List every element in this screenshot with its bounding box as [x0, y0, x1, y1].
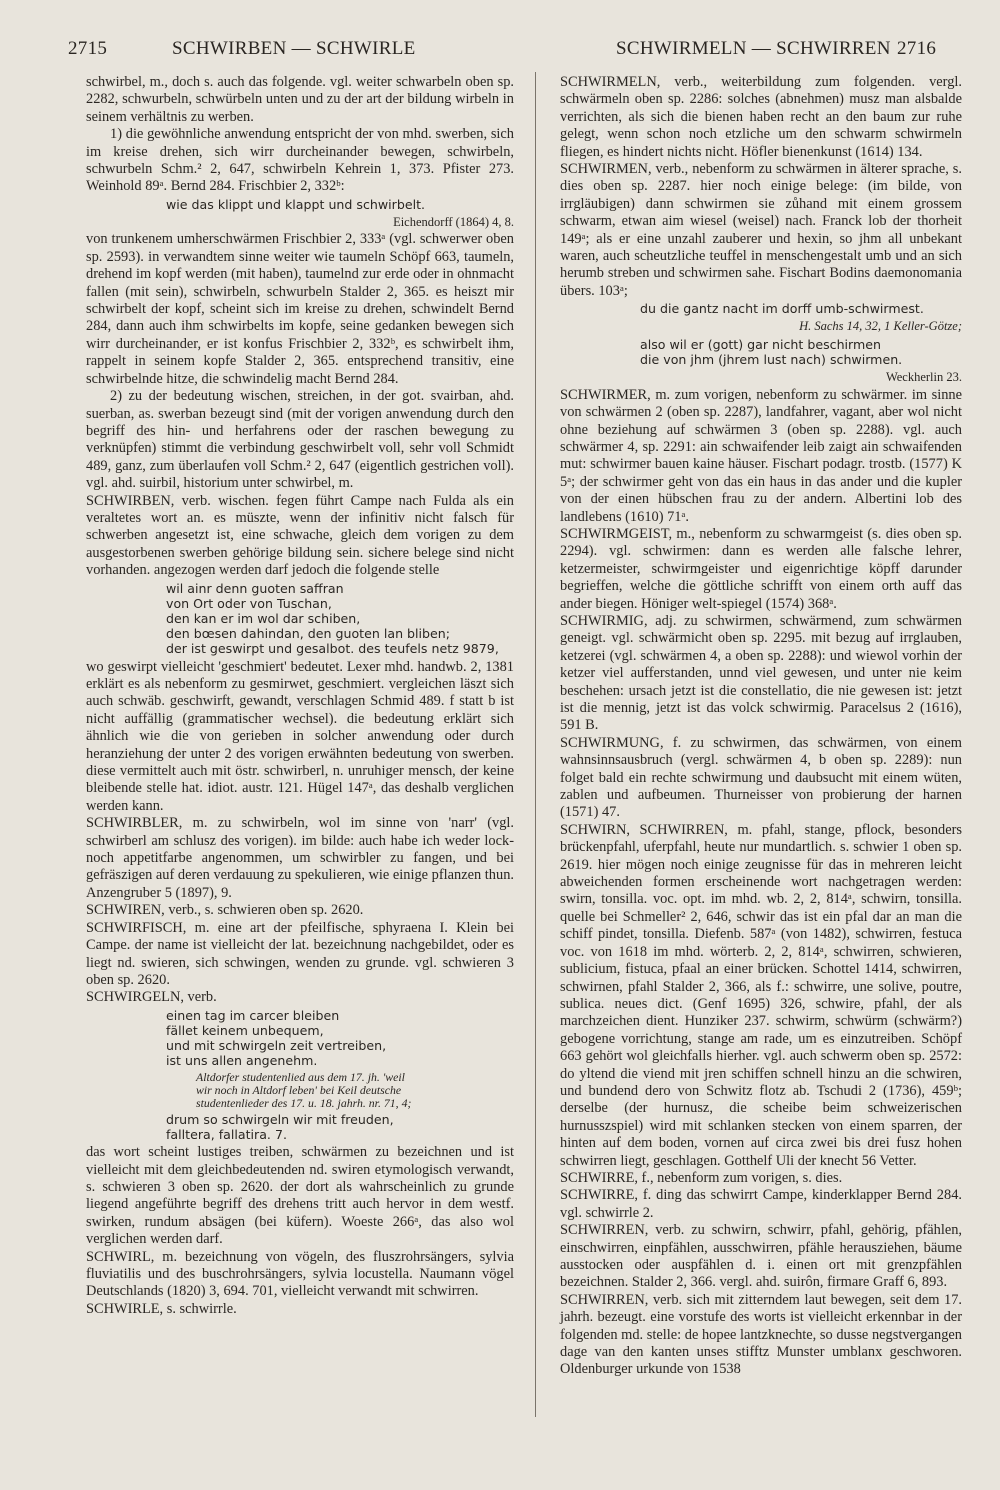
dictionary-entry-paragraph: SCHWIRRE, f., nebenform zum vorigen, s. dies. [560, 1169, 843, 1186]
dictionary-entry-paragraph: SCHWIRMUNG, f. zu schwirmen, das schwärmen, von einem wahnsinnsausbruch (vergl. schwärmen 4, b oben sp. 2289): nun folget bald ein rechte schwirmung und daubsucht mit einem wüten, zablen und aufbeumen. Thurneisser von probierung der harnen (1571) 47. [560, 734, 962, 821]
verse-line: falltera, fallatira. 7. [166, 1126, 287, 1142]
dictionary-entry-paragraph: SCHWIREN, verb., s. schwieren oben sp. 2620. [86, 902, 364, 919]
verse-line: den kan er im wol dar schiben, [166, 610, 361, 626]
dictionary-entry-paragraph: SCHWIRMELN, verb., weiterbildung zum folgenden. vergl. schwärmeln oben sp. 2286: solches (abnehmen) musz man alsbalde verrichten, als sich die bienen haben recht an den baum zur ruhe gelegt, wenn schon noch etzliche um den schwarm schwirmeln fliegen, es hindert nichts nicht. Höfler bienenkunst (1614) 134. [560, 74, 962, 160]
verse-line: die von jhm (jhrem lust nach) schwirmen. [640, 352, 903, 368]
verse-line: fället keinem unbequem, [166, 1022, 324, 1038]
verse-line: also wil er (gott) gar nicht beschirmen [640, 336, 882, 352]
dictionary-entry-paragraph: SCHWIRREN, verb. zu schwirn, schwirr, pfahl, gehörig, pfählen, einschwirren, einpfählen, ausschwirren, pfähle herausziehen, bäume ausstocken oder auspfählen d. i. einen ort mit grenzpfählen bezeichnen. Stalder 2, 366. vergl. ahd. suirôn, firmare Graff 6, 893. [560, 1222, 962, 1291]
verse-line: von Ort oder von Tuschan, [166, 595, 332, 611]
dictionary-entry-paragraph: SCHWIRMEN, verb., nebenform zu schwärmen in älterer sprache, s. dies oben sp. 2287. hier noch einige belege: (im bilde, von irrgläubigen) dann schwirmen sie zůhand mit einem grossem schwarm, etwan aim wiesel (weisel) nach. Franck lob der thorheit 149ᵃ; als er eine unzahl zauberer und hexin, so jhm all unbekant waren, auch scheutzliche teuffel in menschengestalt umb und an sich herumb streben und schwirmen sahe. Fischart Bodins daemonomania übers. 103ᵃ; [560, 161, 962, 299]
dictionary-entry-paragraph: SCHWIRGELN, verb. [86, 989, 217, 1006]
dictionary-entry-paragraph: SCHWIRBEN, verb. wischen. fegen führt Campe nach Fulda als ein veraltetes wort an. es müszte, wenn der infinitiv nicht falsch für schwerben angesetzt ist, eine schwache, gleich dem vorigen zu dem ausgestorbenen swerben gehörige bildung sein. sichere belege sind nicht vorhanden. angezogen werden darf jedoch die folgende stelle [86, 492, 514, 579]
verse-quotation [86, 581, 514, 657]
note-line: wir noch in Altdorf leben' bei Keil deutsche [196, 1082, 402, 1097]
left-column [86, 74, 514, 1318]
dictionary-entry-paragraph: SCHWIRFISCH, m. eine art der pfeilfische, sphyraena I. Klein bei Campe. der name ist vielleicht der lat. bezeichnung nachgebildet, oder es liegt nd. swieren, sich schwingen, wenden zu grunde. vgl. schwieren 3 oben sp. 2620. [86, 919, 514, 988]
dictionary-entry-paragraph: wo geswirpt vielleicht 'geschmiert' bedeutet. Lexer mhd. handwb. 2, 1381 erklärt es als nebenform zu gesmirwet, geschmiert. vergleichen läszt sich auch schwäb. geschwirft, gewandt, verschlagen Schmid 489. f statt b ist nicht auffällig (grammatischer wechsel). die bedeutung erklärt sich ähnlich wie die von gerieben in solcher anwendung oder durch heranziehung der unter 2 des vorigen erwähnten bedeutung von swerben. diese vermittelt auch mit östr. schwirberl, n. unruhiger mensch, der keine bleibende stelle hat. idiot. austr. 121. Hügel 147ᵃ, das deshalb verglichen werden kann. [86, 658, 514, 814]
dictionary-entry-paragraph: SCHWIRLE, s. schwirrle. [86, 1300, 237, 1317]
quotation-source: Weckherlin 23. [885, 370, 962, 385]
note-line: Altdorfer studentenlied aus dem 17. jh. 'weil [196, 1069, 405, 1084]
verse-line: du die gantz nacht im dorff umb-schwirmest. [640, 301, 924, 317]
verse-line: wil ainr denn guoten saffran [166, 580, 344, 596]
dictionary-entry-paragraph: SCHWIRMIG, adj. zu schwirmen, schwärmend, zum schwärmen geneigt. vgl. schwärmicht oben sp. 2295. mit bezug auf irrglauben, ketzerei (vgl. schwärmen 4, a oben sp. 2288): und wiewol vorhin der ketzer viel aufferstanden, unnd viel gewesen, und unter nie keim beschehen: ursach jetzt ist die constellatio, die nie gewesen ist: jetzt ist die mennig, jetzt ist das volck schwirmig. Paracelsus 2 (1616), 591 B. [560, 612, 962, 734]
verse-line: und mit schwirgeln zeit vertreiben, [166, 1038, 387, 1054]
verse-quotation [86, 197, 514, 212]
verse-quotation [560, 301, 962, 316]
dictionary-entry-paragraph: 1) die gewöhnliche anwendung entspricht der von mhd. swerben, sich im kreise drehen, sich wirr durcheinander bewegen, schwirbeln, schwurbeln Schm.² 2, 647, schwirbeln Kehrein 1, 373. Pfister 273. Weinhold 89ᵃ. Bernd 284. Frischbier 2, 332ᵇ: [86, 126, 514, 195]
verse-quotation [86, 1008, 514, 1069]
dictionary-entry-paragraph: SCHWIRREN, verb. sich mit zitterndem laut bewegen, seit dem 17. jahrh. bezeugt. eine vorstufe des worts ist vielleicht erkennbar in der folgenden md. stelle: de hopee lantzknechte, so dusse negstvergangen dage van den kanten unses stifftz Munster umblanx geschworen. Oldenburger urkunde von 1538 [560, 1291, 962, 1378]
verse-line: der ist geswirpt und gesalbot. des teufels netz 9879, [166, 641, 499, 657]
right-column [560, 74, 962, 1379]
right-running-head: SCHWIRMELN — SCHWIRREN [616, 38, 891, 59]
left-column-number: 2715 [68, 38, 108, 59]
column-divider [535, 72, 536, 1417]
dictionary-entry-paragraph: schwirbel, m., doch s. auch das folgende. vgl. weiter schwarbeln oben sp. 2282, schwurbeln, schwürbeln unten und zu der art der bildung wirbeln in seinem verhältnis zu werben. [86, 74, 514, 125]
dictionary-entry-paragraph: SCHWIRBLER, m. zu schwirbeln, wol im sinne von 'narr' (vgl. schwirberl am schlusz des vorigen). im bilde: auch habe ich weder lock- noch appetitfarbe angenommen, um schwirbler zu fangen, und bei gefräszigen auf deren verdauung zu spekulieren, wie einige pflanzen thun. Anzengruber 5 (1897), 9. [86, 815, 514, 901]
dictionary-entry-paragraph: SCHWIRN, SCHWIRREN, m. pfahl, stange, pflock, besonders brückenpfahl, uferpfahl, heute nur mundartlich. s. schwier 1 oben sp. 2619. hier mögen noch einige zeugnisse für das in mehreren leicht abweichenden formen erscheinende wort nachgetragen werden: swirn, tonsilla. voc. opt. im mhd. wb. 2, 2, 814ᵃ, schwirn, tonsilla. quelle bei Schmeller² 2, 646, schwir das ist ein pfal dar an man die schiff pindet, tonsilla. Diefenb. 587ᵃ (von 1482), schwirren, festuca voc. von 1618 im mhd. wörterb. 2, 2, 814ᵃ, schwirren, schwieren, sublicium, fistuca, pfaal an einer brücken. Schottel 1414, schwirren, schwirnen, pfahl Stalder 2, 366, als f.: schwirre, une solive, poutre, sublica. neues dict. (Genf 1695) 326, schwire, pfahl, der als marchzeichen dient. Hunziker 237. schwirm, schwürm (schwärm?) gebogene vorrichtung, stange am rade, um es einzutreiben. Schöpf 663 gehört wol gleichfalls hierher. vgl. auch schwerm oben sp. 2572: do yltend die viend mit jren schiffen schnell hinzu an die schwiren, und bundend dero von Schwitz flotz ab. Tschudi 2 (1736), 459ᵇ; derselbe (der hurnusz, die scheibe beim schweizerischen hurnusszspiel) wird mit schlanken stecken von einem sparren, der hinten auf dem boden, vornen auf circa zwei bis drei fusz hohen schwirren liegt, geschlagen. Gotthelf Uli der knecht 56 Vetter. [560, 821, 962, 1169]
verse-line: drum so schwirgeln wir mit freuden, [166, 1111, 394, 1127]
left-running-head: SCHWIRBEN — SCHWIRLE [172, 38, 416, 59]
verse-line: ist uns allen angenehm. [166, 1053, 318, 1069]
dictionary-entry-paragraph: das wort scheint lustiges treiben, schwärmen zu bezeichnen und ist vielleicht mit dem gleichbedeutenden nd. swiren etymologisch verwandt, s. schwieren 3 oben sp. 2620. der dort als wahrscheinlich zu grunde liegend angeführte begriff des drehens tritt auch hervor in dem westf. swirken, rundum absägen (bei küfern). Woeste 266ᵃ, das also wol verglichen werden darf. [86, 1144, 514, 1248]
dictionary-entry-paragraph: SCHWIRMGEIST, m., nebenform zu schwarmgeist (s. dies oben sp. 2294). vgl. schwirmen: dann es werden alle falsche lehrer, ketzermeister, schwirmgeister und eigenrichtige köpff darunder begrieffen, welche die göttliche schrifft von einem orth auff das ander biegen. Höniger welt-spiegel (1574) 368ᵃ. [560, 525, 962, 612]
dictionary-entry-paragraph: SCHWIRMER, m. zum vorigen, nebenform zu schwärmer. im sinne von schwärmen 2 (oben sp. 2287), landfahrer, vagant, aber wol nicht ohne beziehung auf schwärmen 3 (oben sp. 2288). vgl. auch schwärmer 4, sp. 2291: ain schwaifender leib zaigt ain schwaifenden mut: schwirmer bauen kaine häuser. Fischart podagr. trostb. (1577) K 5ᵃ; der schwirmer geht von das ein haus in das ander und die kupler von der einen hübschen frau zu der andern. Albertini lob des landlebens (1610) 71ᵃ. [560, 386, 962, 525]
verse-quotation [86, 1112, 514, 1142]
dictionary-entry-paragraph: SCHWIRL, m. bezeichnung von vögeln, des fluszrohrsängers, sylvia fluviatilis und des buschrohrsängers, sylvia locustella. Naumann vögel Deutschlands (1820) 3, 694. 701, vielleicht verwandt mit schwirren. [86, 1248, 514, 1300]
dictionary-entry-paragraph: 2) zu der bedeutung wischen, streichen, in der got. svairban, ahd. suerban, as. swerban bezeugt sind (mit der vorigen anwendung durch den begriff des hin- und herfahrens oder der raschen bewegung zu verknüpfen) stimmt die verbindung geschwirbelt voll, sehr voll Schmidt 489, ganz, zum überlaufen voll Schm.² 2, 647 (eigentlich gestrichen voll). vgl. ahd. suirbil, historium unter schwirbel, m. [86, 388, 514, 492]
dictionary-entry-paragraph: SCHWIRRE, f. ding das schwirrt Campe, kinderklapper Bernd 284. vgl. schwirrle 2. [560, 1187, 962, 1221]
quotation-source: Eichendorff (1864) 4, 8. [393, 215, 514, 230]
quotation-source: H. Sachs 14, 32, 1 Keller-Götze; [799, 319, 962, 334]
verse-line: einen tag im carcer bleiben [166, 1007, 340, 1023]
dictionary-entry-paragraph: von trunkenem umherschwärmen Frischbier 2, 333ᵃ (vgl. schwerwer oben sp. 2593). in verwandtem sinne weiter wie taumeln Schöpf 663, taumeln, drehend im kopf werden (mit haben), taumelnd zur erde oder in ohnmacht fallen (mit sein), schwirbeln, schwurbeln Stalder 2, 365. es heiszt mir schwirbelt der kopf, scheint sich im kreise zu drehen, schwindelt Bernd 284, dann auch ihm schwirbelts im kopfe, seine gedanken bewegen sich wirr durcheinander, er ist konfus Frischbier 2, 332ᵇ, es schwirbelt ihm, rappelt in seinem kopfe Stalder 2, 365. entsprechend transitiv, eine schwirbelnde hitze, die schwindelig macht Bernd 284. [86, 231, 514, 387]
verse-quotation [560, 337, 962, 367]
verse-line: den bœsen dahindan, den guoten lan bliben; [166, 626, 451, 642]
verse-line: wie das klippt und klappt und schwirbelt. [166, 196, 426, 212]
right-column-number: 2716 [897, 38, 937, 59]
note-line: studentenlieder des 17. u. 18. jahrh. nr. 71, 4; [196, 1096, 412, 1111]
citation-note [86, 1071, 514, 1111]
